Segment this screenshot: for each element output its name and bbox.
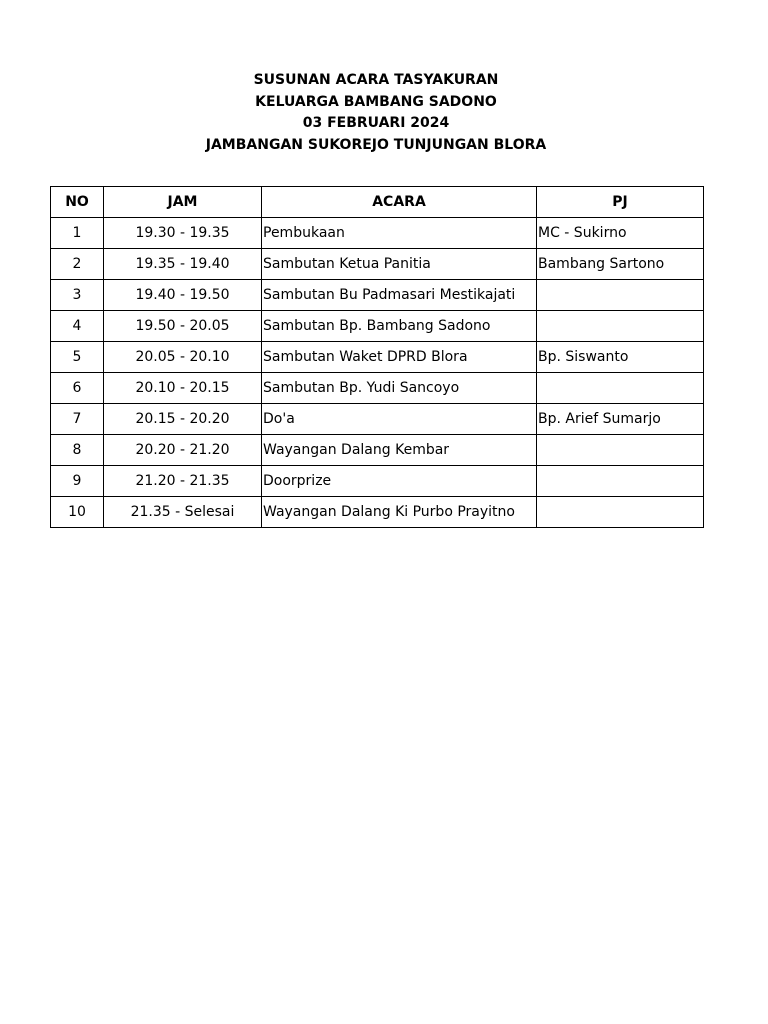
cell-no: 1 [51,218,104,249]
cell-acara: Pembukaan [262,218,537,249]
cell-acara: Sambutan Ketua Panitia [262,249,537,280]
cell-no: 10 [51,497,104,528]
cell-no: 3 [51,280,104,311]
cell-pj [537,280,704,311]
cell-acara: Wayangan Dalang Ki Purbo Prayitno [262,497,537,528]
cell-pj [537,435,704,466]
cell-no: 7 [51,404,104,435]
table-row [51,311,704,342]
title-line-family: KELUARGA BAMBANG SADONO [255,93,497,110]
table-row [51,435,704,466]
cell-pj: MC - Sukirno [537,218,704,249]
table-row [51,404,704,435]
table-row [51,466,704,497]
table-row [51,218,704,249]
header-acara: ACARA [262,187,537,218]
cell-acara: Sambutan Bp. Yudi Sancoyo [262,373,537,404]
cell-no: 5 [51,342,104,373]
cell-acara: Wayangan Dalang Kembar [262,435,537,466]
cell-jam: 19.40 - 19.50 [104,280,262,311]
document-title [0,70,752,156]
header-no: NO [51,187,104,218]
cell-acara: Sambutan Waket DPRD Blora [262,342,537,373]
cell-no: 4 [51,311,104,342]
schedule-table [50,186,704,528]
title-line-location: JAMBANGAN SUKOREJO TUNJUNGAN BLORA [205,136,547,153]
cell-jam: 21.35 - Selesai [104,497,262,528]
table-row [51,280,704,311]
cell-jam: 19.35 - 19.40 [104,249,262,280]
cell-acara: Sambutan Bp. Bambang Sadono [262,311,537,342]
cell-pj: Bp. Arief Sumarjo [537,404,704,435]
header-pj: PJ [537,187,704,218]
cell-jam: 20.20 - 21.20 [104,435,262,466]
table-row [51,497,704,528]
cell-no: 8 [51,435,104,466]
cell-pj [537,311,704,342]
cell-no: 9 [51,466,104,497]
table-row [51,373,704,404]
cell-pj: Bp. Siswanto [537,342,704,373]
cell-pj [537,497,704,528]
table-row [51,342,704,373]
table-header-row [51,187,704,218]
cell-jam: 19.30 - 19.35 [104,218,262,249]
cell-pj [537,466,704,497]
table-row [51,249,704,280]
cell-acara: Do'a [262,404,537,435]
title-line-date: 03 FEBRUARI 2024 [302,115,450,131]
cell-jam: 19.50 - 20.05 [104,311,262,342]
title-line-event: SUSUNAN ACARA TASYAKURAN [253,72,499,88]
cell-jam: 20.10 - 20.15 [104,373,262,404]
cell-acara: Sambutan Bu Padmasari Mestikajati [262,280,537,311]
cell-no: 6 [51,373,104,404]
cell-acara: Doorprize [262,466,537,497]
cell-pj: Bambang Sartono [537,249,704,280]
cell-pj [537,373,704,404]
cell-jam: 20.15 - 20.20 [104,404,262,435]
cell-jam: 21.20 - 21.35 [104,466,262,497]
cell-jam: 20.05 - 20.10 [104,342,262,373]
header-jam: JAM [104,187,262,218]
cell-no: 2 [51,249,104,280]
